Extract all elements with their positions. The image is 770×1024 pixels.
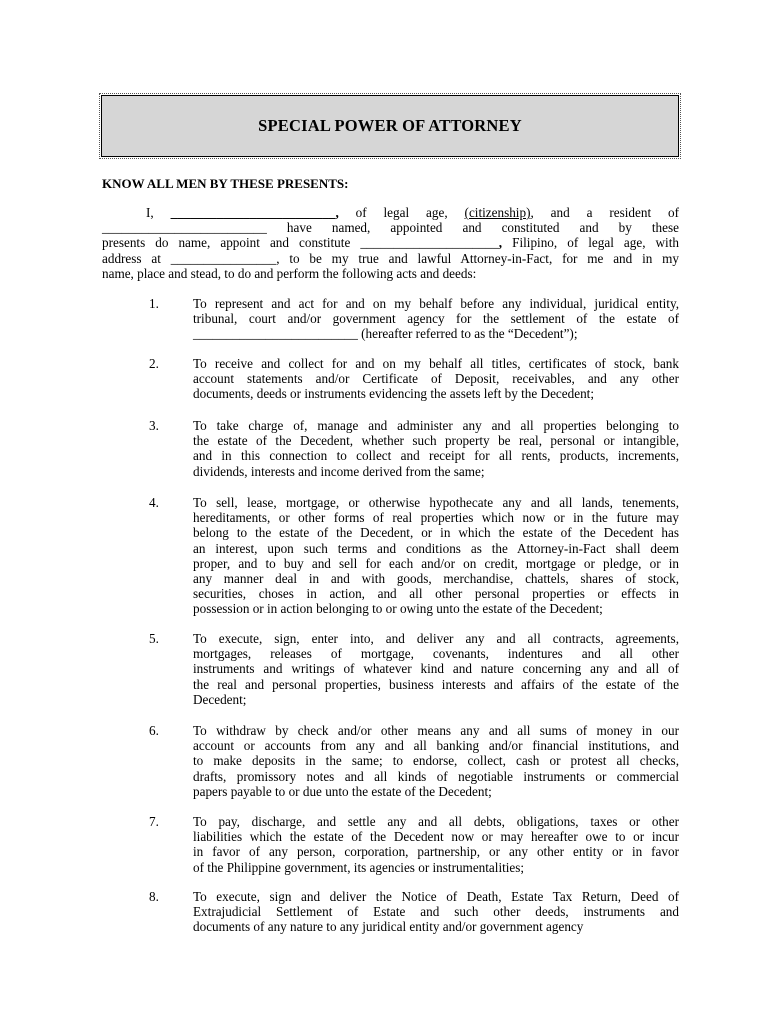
act-text-line: and in this connection to collect and receipt for all rents, products, increments, <box>193 448 679 464</box>
act-text-line: dividends, interests and income derived from the same; <box>193 463 485 479</box>
act-text-line: drafts, promissory notes and all kinds of negotiable instruments or commercial <box>193 768 679 784</box>
act-text-line: Decedent; <box>193 691 247 707</box>
act-number: 8. <box>149 889 159 904</box>
act-number: 4. <box>149 495 159 510</box>
act-text <box>193 631 679 707</box>
act-text-line: to make deposits in the same; to endorse, collect, cash or protest all checks, <box>193 753 679 769</box>
citizenship-placeholder: (citizenship) <box>464 205 531 220</box>
act-text-line: account or accounts from any and all banking and/or financial institutions, and <box>193 738 679 754</box>
intro-line-4: address at ________________, to be my true and lawful Attorney-in-Fact, for me and in my <box>102 250 679 266</box>
act-text-line: papers payable to or due unto the estate of the Decedent; <box>193 783 492 799</box>
act-text-line: of the Philippine government, its agencies or instrumentalities; <box>193 859 525 875</box>
act-text-line: documents, deeds or instruments evidencing the assets left by the Decedent; <box>193 386 595 402</box>
act-text-line: To receive and collect for and on my behalf all titles, certificates of stock, bank <box>193 356 679 371</box>
act-text-line: To represent and act for and on my behalf before any individual, juridical entity, <box>193 296 679 311</box>
act-text-line: account statements and/or Certificate of Deposit, receivables, and any other <box>193 371 679 387</box>
of-legal-age-text: of legal age, <box>338 205 465 220</box>
principal-name-blank: _________________________ <box>170 205 336 220</box>
act-text <box>193 495 679 617</box>
act-text-line: To execute, sign, enter into, and deliver any and all contracts, agreements, <box>193 631 679 646</box>
act-text <box>193 814 679 875</box>
act-text-line: liabilities which the estate of the Decedent now or may hereafter owe to or incur <box>193 829 679 845</box>
act-text-line: proper, and to buy and sell for each and/or on credit, mortgage or pledge, or in <box>193 555 679 571</box>
act-text <box>193 723 679 799</box>
preamble-heading: KNOW ALL MEN BY THESE PRESENTS: <box>102 176 349 191</box>
act-number: 6. <box>149 723 159 738</box>
act-number: 3. <box>149 418 159 433</box>
act-text-line: tribunal, court and/or government agency for the settlement of the estate of <box>193 311 679 327</box>
act-text-line: _________________________ (hereafter referred to as the “Decedent”); <box>193 326 578 342</box>
act-text-line: To pay, discharge, and settle any and all debts, obligations, taxes or other <box>193 814 679 829</box>
act-text-line: documents of any nature to any juridical entity and/or government agency <box>193 919 584 935</box>
act-text-line: instruments and writings of whatever kind and nature concerning any and all of <box>193 661 679 677</box>
intro-line-5: name, place and stead, to do and perform the following acts and deeds: <box>102 265 477 281</box>
act-text-line: in favor of any person, corporation, partnership, or any other entity or in favor <box>193 844 679 860</box>
intro-line-1: I, _________________________, of legal age, (citizenship), and a resident of <box>146 205 679 220</box>
act-text-line: To take charge of, manage and administer any and all properties belonging to <box>193 418 679 433</box>
act-text-line: To sell, lease, mortgage, or otherwise hypothecate any and all lands, tenements, <box>193 495 679 510</box>
attorney-in-fact-blank-comma: , <box>498 235 503 251</box>
document-title: SPECIAL POWER OF ATTORNEY <box>258 116 522 135</box>
act-text <box>193 418 679 479</box>
act-text-line: To execute, sign and deliver the Notice of Death, Estate Tax Return, Deed of <box>193 889 679 904</box>
act-text-line: possession or in action belonging to or owing unto the estate of the Decedent; <box>193 601 603 617</box>
act-number: 1. <box>149 296 159 311</box>
act-number: 7. <box>149 814 159 829</box>
act-text-line: To withdraw by check and/or other means any and all sums of money in our <box>193 723 679 738</box>
intro-line-2: _________________________ have named, appointed and constituted and by these <box>102 220 679 236</box>
act-text-line: the estate of the Decedent, whether such property be real, personal or intangible, <box>193 433 679 449</box>
act-number: 2. <box>149 356 159 371</box>
act-text <box>193 296 679 342</box>
act-text-line: Extrajudicial Settlement of Estate and such other deeds, instruments and <box>193 904 679 920</box>
act-text-line: belong to the estate of the Decedent, or in which the estate of the Decedent has <box>193 525 679 541</box>
act-text-line: securities, choses in action, and all other personal properties or effects in <box>193 586 679 602</box>
intro-paragraph <box>102 205 679 281</box>
act-text-line: an interest, upon such terms and conditions as the Attorney-in-Fact shall deem <box>193 540 679 556</box>
act-text-line: the real and personal properties, business interests and affairs of the estate of the <box>193 676 679 692</box>
act-text <box>193 356 679 402</box>
intro-line-3-rest: Filipino, of legal age, with <box>502 235 679 251</box>
act-number: 5. <box>149 631 159 646</box>
act-text-line: hereditaments, or other forms of real properties which now or in the future may <box>193 510 679 526</box>
intro-line-3: presents do name, appoint and constitute _____________________, Filipino, of legal age, with <box>102 235 679 251</box>
act-text-line: any manner deal in and with goods, merchandise, chattels, shares of stock, <box>193 571 679 587</box>
act-text-line: mortgages, releases of mortgage, covenants, indentures and all other <box>193 646 679 662</box>
title-box <box>101 95 679 157</box>
act-text <box>193 889 679 935</box>
